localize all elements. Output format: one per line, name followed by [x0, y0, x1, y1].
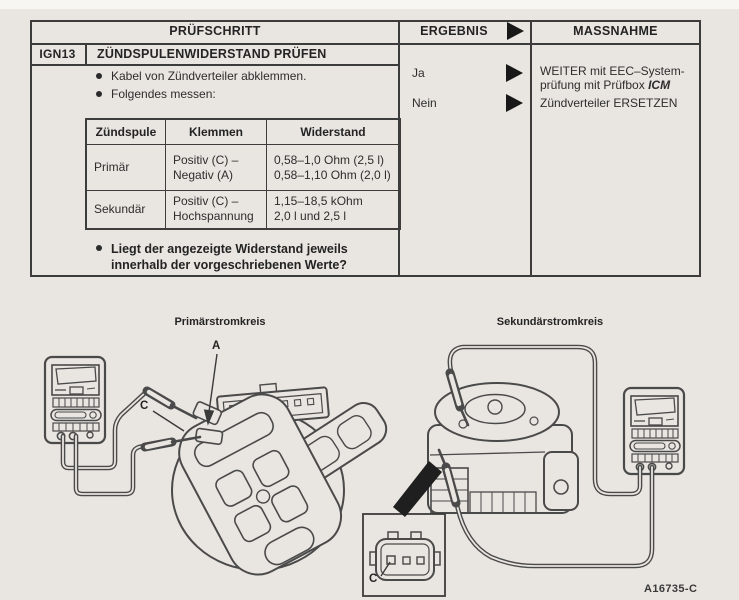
- instruction-item: [96, 86, 216, 103]
- spec-row-secondary: [86, 191, 400, 229]
- label-c-leader: [153, 411, 184, 431]
- instruction-text: Folgendes messen:: [111, 87, 216, 101]
- result-yes: Ja: [412, 66, 425, 80]
- question-text: Liegt der angezeigte Widerstand jeweils innerhalb der vorgeschriebenen Werte?: [111, 242, 348, 272]
- action-no-line: Zündverteiler ERSETZEN: [540, 96, 678, 110]
- action-yes-line2: prüfung mit Prüfbox ICM: [540, 78, 671, 92]
- column-header-massnahme: MASSNAHME: [573, 24, 658, 38]
- result-no-arrow-right-icon: [506, 94, 523, 112]
- coil-spec-table: [85, 118, 401, 230]
- spec-cell-coil: Sekundär: [86, 191, 166, 229]
- step-id: IGN13: [39, 47, 76, 61]
- primary-label-c: C: [140, 400, 149, 412]
- bullet-dot-icon: [96, 73, 102, 79]
- result-no: Nein: [412, 96, 437, 110]
- prufbox-icm-label: ICM: [648, 78, 671, 92]
- instruction-item: [96, 68, 306, 85]
- column-divider-2: [530, 20, 532, 277]
- inset-label-c: C: [369, 573, 378, 585]
- spec-cell-terminals: Positiv (C) – Hochspannung: [166, 191, 267, 229]
- label-leaders: [153, 354, 217, 431]
- spec-header-terminals: Klemmen: [166, 119, 267, 145]
- spec-cell-coil: Primär: [86, 145, 166, 191]
- spec-row-primary: [86, 145, 400, 191]
- spec-header-coil: Zündspule: [86, 119, 166, 145]
- label-a-leader: [209, 354, 217, 412]
- spec-cell-resistance: 1,15–18,5 kOhm 2,0 l und 2,5 l: [267, 191, 401, 229]
- primary-label-a: A: [212, 340, 221, 352]
- primary-multimeter-icon: [45, 357, 105, 443]
- question-item: [96, 241, 348, 273]
- instruction-text: Kabel von Zündverteiler abklemmen.: [111, 69, 307, 83]
- mounting-bracket: [544, 452, 578, 510]
- column-header-ergebnis: ERGEBNIS: [420, 24, 488, 38]
- step-title: ZÜNDSPULENWIDERSTAND PRÜFEN: [97, 47, 327, 61]
- bullet-dot-icon: [96, 245, 102, 251]
- secondary-diagram-title: Sekundärstromkreis: [496, 316, 604, 328]
- result-yes-arrow-right-icon: [506, 64, 523, 82]
- header-divider: [30, 43, 699, 45]
- bullet-dot-icon: [96, 91, 102, 97]
- step-id-divider: [85, 43, 87, 66]
- figure-code: A16735-C: [644, 583, 698, 595]
- secondary-circuit-diagram: [355, 330, 739, 600]
- column-header-pruefschritt: PRÜFSCHRITT: [169, 24, 261, 38]
- secondary-multimeter-icon: [624, 388, 684, 474]
- spec-cell-resistance: 0,58–1,0 Ohm (2,5 l) 0,58–1,10 Ohm (2,0 l): [267, 145, 401, 191]
- spec-header-row: [86, 119, 400, 145]
- primary-diagram-title: Primärstromkreis: [174, 316, 266, 328]
- header-arrow-right-icon: [507, 22, 524, 40]
- action-yes-line1: WEITER mit EEC–System-: [540, 64, 685, 78]
- spec-header-resistance: Widerstand: [267, 119, 401, 145]
- test-probes: [145, 391, 200, 447]
- spec-cell-terminals: Positiv (C) – Negativ (A): [166, 145, 267, 191]
- primary-circuit-diagram: [20, 330, 380, 600]
